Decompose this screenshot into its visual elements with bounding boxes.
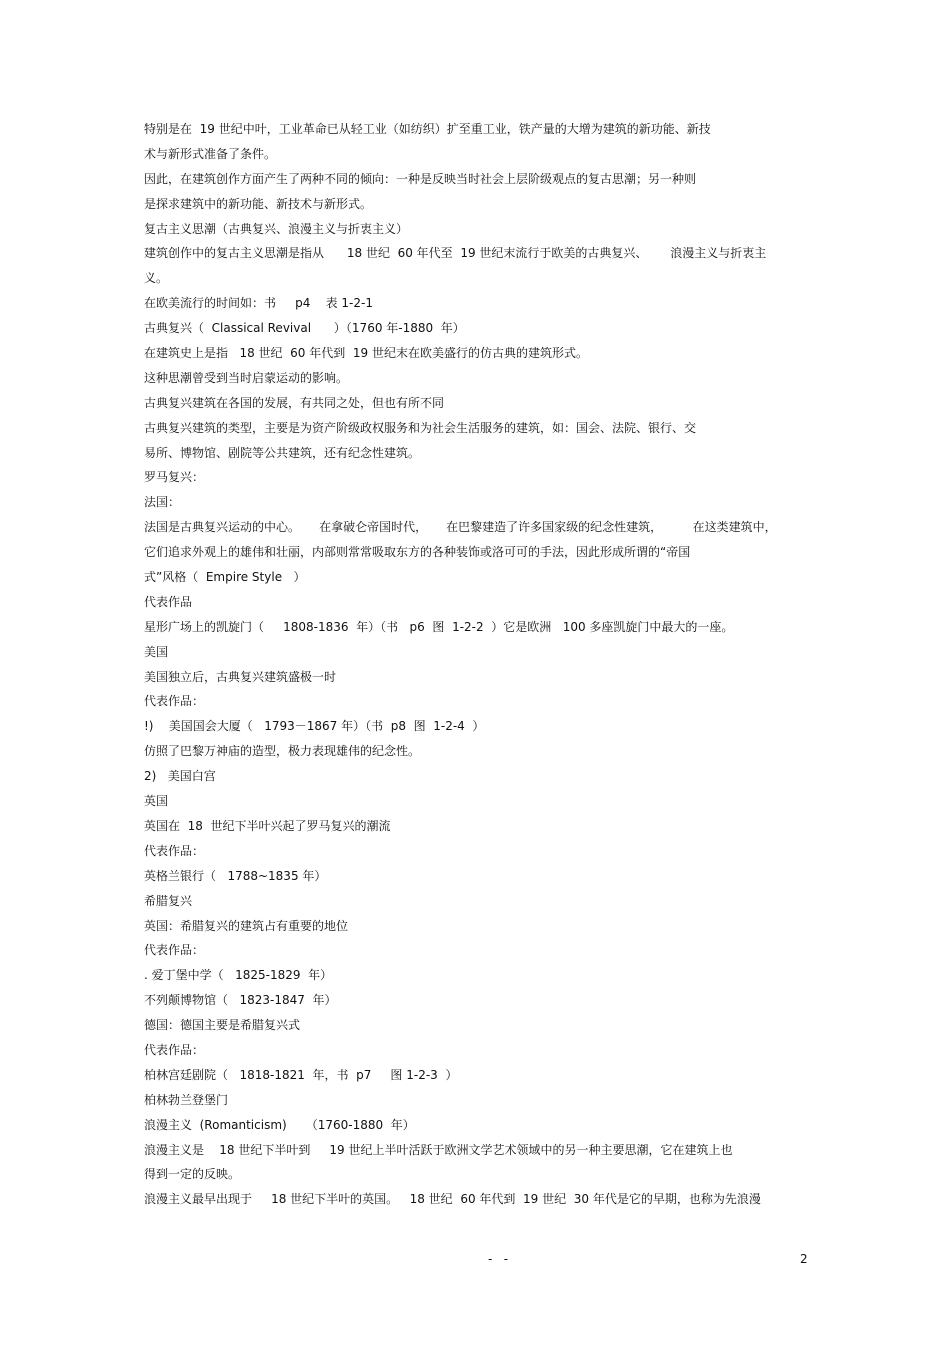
text-line: 星形广场上的凯旋门（ 1808-1836 年）（书 p6 图 1-2-2 ）它是欧洲 100 多座凯旋门中最大的一座。 (144, 619, 734, 634)
list-item: 柏林宫廷剧院（ 1818-1821 年，书 p7 图 1-2-3 ） (144, 1067, 458, 1082)
page-number: 2 (800, 1252, 808, 1266)
text-line: 浪漫主义最早出现于 18 世纪下半叶的英国。 18 世纪 60 年代到 19 世纪 30 年代是它的早期，也称为先浪漫 (144, 1192, 761, 1207)
subheading: 代表作品： (144, 943, 205, 958)
text-line: 美国独立后，古典复兴建筑盛极一时 (144, 669, 337, 684)
footer-dots: - - (488, 1252, 509, 1266)
subheading: 代表作品： (144, 694, 205, 709)
text-line: 英国：希腊复兴的建筑占有重要的地位 (144, 918, 349, 933)
text-line: 它们追求外观上的雄伟和壮丽，内部则常常吸取东方的各种装饰或洛可可的手法，因此形成所谓的“帝国 (144, 545, 691, 560)
list-item: 不列颠博物馆（ 1823-1847 年） (144, 993, 337, 1008)
text-line: 得到一定的反映。 (144, 1167, 241, 1182)
list-item: 柏林勃兰登堡门 (144, 1092, 229, 1107)
text-line: 因此，在建筑创作方面产生了两种不同的倾向：一种是反映当时社会上层阶级观点的复古思潮；另一种则 (144, 171, 697, 186)
text-line: 这种思潮曾受到当时启蒙运动的影响。 (144, 370, 349, 385)
text-line: 仿照了巴黎万神庙的造型，极力表现雄伟的纪念性。 (144, 744, 421, 759)
text-line: 在建筑史上是指 18 世纪 60 年代到 19 世纪末在欧美盛行的仿古典的建筑形式。 (144, 346, 588, 361)
subheading: 英国 (144, 794, 169, 809)
text-line: 特别是在 19 世纪中叶，工业革命已从轻工业（如纺织）扩至重工业，铁产量的大增为建筑的新功能、新技 (144, 122, 711, 136)
text-line: 德国：德国主要是希腊复兴式 (144, 1018, 301, 1033)
subheading: 代表作品： (144, 843, 205, 858)
subheading: 代表作品 (144, 594, 193, 609)
section-heading: 浪漫主义 (Romanticism) （1760-1880 年） (144, 1117, 415, 1132)
list-item: . 爱丁堡中学（ 1825-1829 年） (144, 968, 333, 983)
text-line: 在欧美流行的时间如：书 p4 表 1-2-1 (144, 296, 373, 311)
subheading: 美国 (144, 644, 169, 659)
subheading: 罗马复兴： (144, 470, 205, 485)
text-line: 古典复兴建筑在各国的发展，有共同之处，但也有所不同 (144, 395, 445, 410)
list-item: 英格兰银行（ 1788~1835 年） (144, 868, 327, 883)
section-heading: 古典复兴（ Classical Revival ）（1760 年-1880 年） (144, 321, 465, 336)
text-line: 术与新形式准备了条件。 (144, 146, 277, 161)
section-heading: 复古主义思潮（古典复兴、浪漫主义与折衷主义） (144, 221, 409, 236)
subheading: 代表作品： (144, 1042, 205, 1057)
list-item: !) 美国国会大厦（ 1793－1867 年）（书 p8 图 1-2-4 ） (144, 719, 485, 734)
text-line: 英国在 18 世纪下半叶兴起了罗马复兴的潮流 (144, 818, 391, 833)
text-line: 建筑创作中的复古主义思潮是指从 18 世纪 60 年代至 19 世纪末流行于欧美的古典复兴、 浪漫主义与折衷主 (144, 246, 767, 261)
text-line: 式”风格（ Empire Style ） (144, 570, 306, 585)
text-line: 义。 (144, 271, 169, 286)
text-line: 法国是古典复兴运动的中心。 在拿破仑帝国时代， 在巴黎建造了许多国家级的纪念性建筑， 在这类建筑中， (144, 520, 777, 535)
text-line: 浪漫主义是 18 世纪下半叶到 19 世纪上半叶活跃于欧洲文学艺术领域中的另一种主要思潮，它在建筑上也 (144, 1142, 733, 1157)
text-line: 易所、博物馆、剧院等公共建筑，还有纪念性建筑。 (144, 445, 421, 460)
subheading: 法国： (144, 495, 181, 510)
text-line: 是探求建筑中的新功能、新技术与新形式。 (144, 196, 373, 211)
list-item: 2) 美国白宫 (144, 769, 216, 784)
text-line: 古典复兴建筑的类型，主要是为资产阶级政权服务和为社会生活服务的建筑，如：国会、法院、银行、交 (144, 420, 697, 435)
subheading: 希腊复兴 (144, 893, 193, 908)
document-body (144, 117, 809, 1212)
